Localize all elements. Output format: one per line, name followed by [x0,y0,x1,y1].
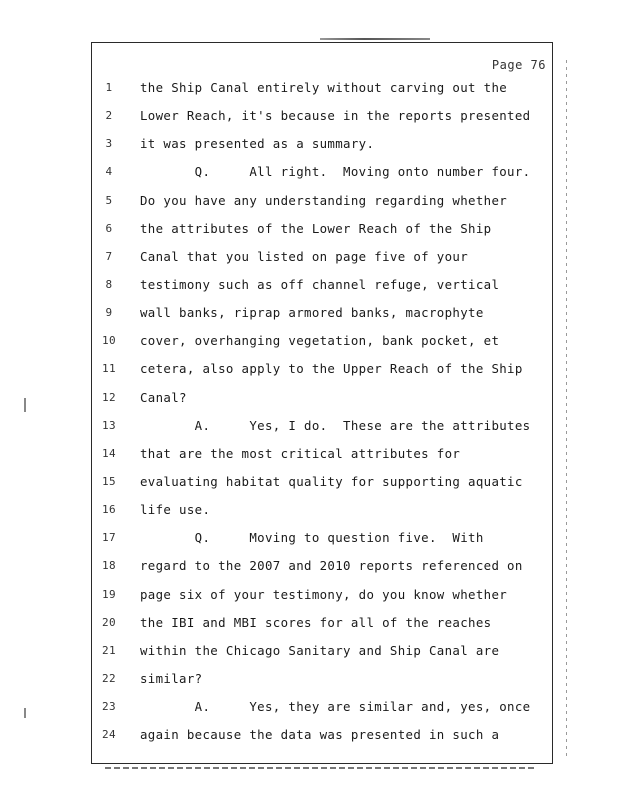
line-number: 9 [105,306,113,320]
scan-artifact-top [320,38,430,40]
transcript-line [98,721,554,749]
line-text: the attributes of the Lower Reach of the Ship [140,220,492,236]
transcript-line [98,496,554,524]
line-text: A. Yes, they are similar and, yes, once [140,699,531,715]
line-text: again because the data was presented in such a [140,727,500,743]
transcript-line [98,130,554,158]
transcript-line [98,609,554,637]
transcript-line [98,468,554,496]
transcript-body [98,74,554,749]
transcript-line [98,581,554,609]
line-text: Lower Reach, it's because in the reports presented [140,108,531,124]
line-number: 4 [105,165,113,179]
scan-artifact-bottom [105,767,535,769]
line-text: testimony such as off channel refuge, vertical [140,276,500,292]
line-number: 16 [102,503,116,517]
line-number: 17 [102,531,116,545]
line-number: 14 [102,446,116,460]
line-number: 10 [102,334,116,348]
line-number: 12 [102,390,116,404]
transcript-line [98,665,554,693]
line-number: 24 [102,728,116,742]
line-text: A. Yes, I do. These are the attributes [140,417,531,433]
line-number: 1 [105,81,113,94]
line-text: evaluating habitat quality for supporting aquatic [140,473,523,489]
transcript-line [98,524,554,552]
line-text: similar? [140,670,203,686]
line-text: wall banks, riprap armored banks, macrophyte [140,305,484,321]
line-number: 21 [102,643,116,657]
line-text: it was presented as a summary. [140,136,375,152]
line-number: 15 [102,474,116,488]
transcript-line [98,158,554,186]
transcript-line [98,299,554,327]
line-text: within the Chicago Sanitary and Ship Canal are [140,642,500,658]
transcript-line [98,355,554,383]
line-number: 11 [102,362,116,376]
transcript-line [98,327,554,355]
line-text: the Ship Canal entirely without carving out the [140,80,508,95]
transcript-line [98,637,554,665]
line-number: 18 [102,559,116,573]
line-number: 22 [102,671,116,685]
transcript-line [98,187,554,215]
line-text: Canal that you listed on page five of your [140,248,469,264]
line-number: 19 [102,587,116,601]
line-number: 20 [102,615,116,629]
line-text: cetera, also apply to the Upper Reach of the Ship [140,361,523,377]
transcript-line [98,271,554,299]
transcript-line [98,102,554,130]
transcript-line [98,440,554,468]
line-number: 6 [105,221,113,235]
line-number: 2 [105,109,113,123]
scan-artifact-right-margin [566,60,567,760]
line-number: 5 [105,193,113,207]
transcript-line [98,693,554,721]
line-number: 3 [105,137,113,151]
line-text: Q. Moving to question five. With [140,530,484,546]
transcript-line [98,243,554,271]
page-number: Page 76 [491,58,546,72]
line-text: Canal? [140,389,187,405]
line-number: 7 [105,249,113,263]
line-text: Do you have any understanding regarding whether [140,192,508,208]
line-number: 8 [105,277,113,291]
line-number: 23 [102,700,116,714]
scan-artifact-left-margin-lower [24,708,26,718]
transcript-line [98,74,554,102]
scan-artifact-left-margin [24,398,26,412]
line-text: page six of your testimony, do you know whether [140,586,508,602]
line-text: that are the most critical attributes for [140,445,461,461]
line-text: cover, overhanging vegetation, bank pocket, et [140,333,500,349]
transcript-line [98,552,554,580]
line-text: regard to the 2007 and 2010 reports referenced on [140,558,523,574]
line-text: life use. [140,502,211,518]
line-text: Q. All right. Moving onto number four. [140,164,531,180]
line-number: 13 [102,418,116,432]
transcript-line [98,215,554,243]
transcript-line [98,412,554,440]
line-text: the IBI and MBI scores for all of the reaches [140,614,492,630]
transcript-line [98,384,554,412]
